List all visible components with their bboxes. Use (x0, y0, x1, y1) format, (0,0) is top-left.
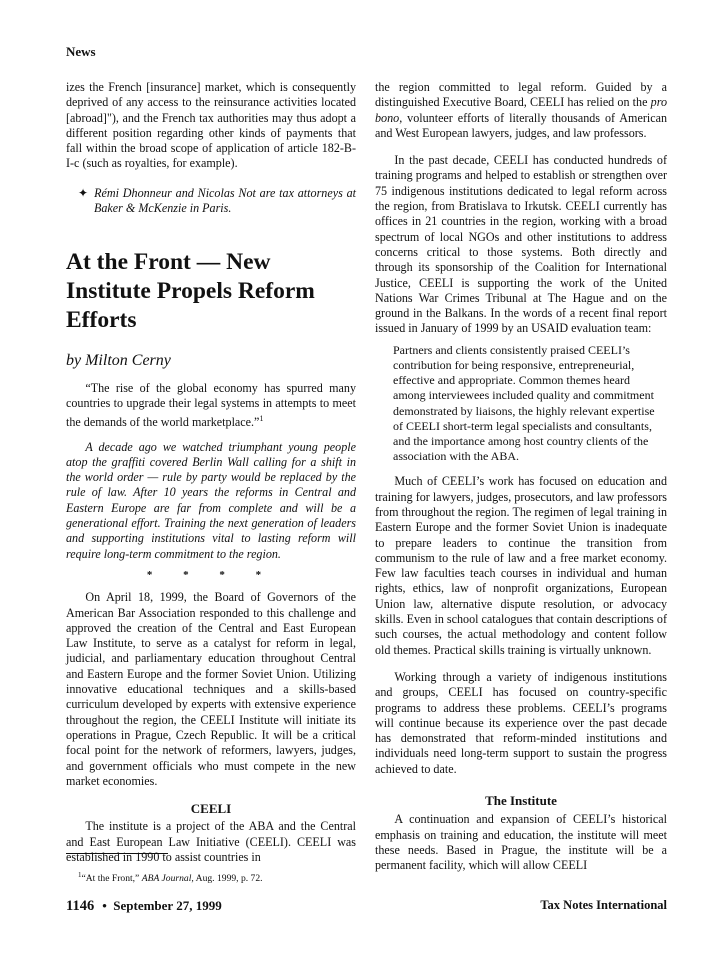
publication-name: Tax Notes International (540, 898, 667, 912)
footnote-text-b: , Aug. 1999, p. 72. (191, 873, 263, 885)
past-decade-paragraph: In the past decade, CEELI has conducted hundreds of training programs and helped to establish or strengthen over 75 indigenous institutions dedicated to legal reform across the region, from Bratislava to Irkutsk. CEELI currently has offices in 21 countries in the region, working with a broad spectrum of local NGOs and other institutions to address concerns critical to those systems. Both directly and through its sponsorship of the Coalition for International Justice, CEELI is supporting the work of the United Nations War Crimes Tribunal at The Hague and on the ground in the Balkans. In the words of a recent final report issued in January of 1999 by an USAID evaluation team: (375, 153, 667, 336)
article-byline: by Milton Cerny (66, 352, 171, 370)
italic-intro-paragraph: A decade ago we watched triumphant young people atop the graffiti covered Berlin Wall calling for a shift in the world order — rule by party would be replaced by the rule of law. After 10 years the reforms in Central and Eastern Europe are far from complete and will be a generational effort. Training the next generation of leaders and supporting institutions vital to lasting reform will require long-term commitment to the region. (66, 439, 356, 561)
subhead-institute: The Institute (485, 793, 557, 809)
opening-quote (66, 381, 356, 431)
footer-bullet: • (102, 898, 107, 913)
footnote-mark: 1 (78, 871, 82, 879)
issue-date: September 27, 1999 (113, 898, 222, 913)
right-continued-paragraph (375, 80, 667, 141)
usaid-block-quote: Partners and clients consistently praised CEELI’s contribution for being responsive, entrepreneurial, effective and appropriate. Common themes heard among interviewees included quality and commitment demonstrated by liaisons, the highly relevant expertise of CEELI short-term legal specialists and consultants, and the importance among host country clients of the association with the ABA. (393, 342, 655, 464)
ceeli-paragraph: The institute is a project of the ABA and the Central and East European Law Initiative (CEELI). CEELI was established in 1990 to assist countries in (66, 819, 356, 865)
indigenous-paragraph: Working through a variety of indigenous institutions and groups, CEELI has focused on country-specific programs to address these problems. CEELI’s programs will continue because its experience over the past decade has demonstrated that reform-minded institutions and individuals need long-term support to sustain the progress achieved to date. (375, 669, 667, 776)
right-p1-italic: pro bono (375, 95, 667, 125)
footnote-journal: ABA Journal (141, 873, 192, 885)
section-separator-stars: * * * * (146, 568, 276, 581)
article-headline: At the Front — New Institute Propels Reform Efforts (66, 249, 315, 334)
right-p1-b: , volunteer efforts of literally thousands of American and West European lawyers, judges, and law professors. (375, 110, 667, 140)
continued-paragraph: izes the French [insurance] market, which is consequently deprived of any access to the reinsurance activities located [abroad]"), and the French tax authorities may thus adopt a different position regarding other kinds of payments that fall within the broad scope of application of article 182-B-I-c (such as royalties, for example). (66, 80, 356, 171)
footnote (78, 871, 263, 884)
subhead-ceeli: CEELI (190, 801, 232, 817)
right-p1-a: the region committed to legal reform. Guided by a distinguished Executive Board, CEELI has relied on the (375, 80, 667, 110)
page-footer-left (66, 898, 222, 915)
institute-paragraph: A continuation and expansion of CEELI’s historical emphasis on training and education, the institute will meet these needs. Based in Prague, the institute will be a permanent facility, which will allow CEELI (375, 812, 667, 873)
page-number: 1146 (66, 898, 95, 914)
running-head: News (66, 44, 96, 59)
left-column (66, 80, 356, 865)
footnote-text-a: “At the Front,” (81, 873, 140, 885)
footnote-ref: 1 (259, 414, 264, 424)
opening-quote-text: “The rise of the global economy has spurred many countries to upgrade their legal systems in attempts to meet the demands of the world marketplace.” (66, 380, 356, 430)
author-bio-text: Rémi Dhonneur and Nicolas Not are tax attorneys at Baker & McKenzie in Paris. (94, 185, 356, 216)
footnote-rule (66, 853, 168, 854)
april-paragraph: On April 18, 1999, the Board of Governors of the American Bar Association responded to this challenge and approved the creation of the Central and East European Law Institute, to serve as a catalyst for reform in legal, judicial, and parliamentary education throughout Central and Eastern Europe and the former Soviet Union. Utilizing innovative educational techniques and a skills-based curriculum developed by experts with extensive experience throughout the region, the CEELI Institute will initiate its operations in Prague, Czech Republic. It will be a critical focal point for the network of reformers, lawyers, judges, and government officials who must compete in the new market economies. (66, 590, 356, 788)
right-column (375, 80, 667, 874)
author-bio-note (78, 185, 356, 217)
diamond-bullet-icon: ✦ (78, 185, 89, 200)
education-paragraph: Much of CEELI’s work has focused on education and training for lawyers, judges, prosecutors, and law professors from throughout the region. The regimen of legal training in Eastern Europe and the former Soviet Union is inadequate to prepare leaders to continue the transition from communism to the rule of law and a free market economy. Few law faculties teach courses in individual and human rights, ethics, law of nonprofit organizations, European Union law, alternative dispute resolution, or advocacy skills. Even in school catalogues that contain descriptions of such courses, the actual methodology and content follow old themes. Practical skills training is virtually unknown. (375, 474, 667, 657)
